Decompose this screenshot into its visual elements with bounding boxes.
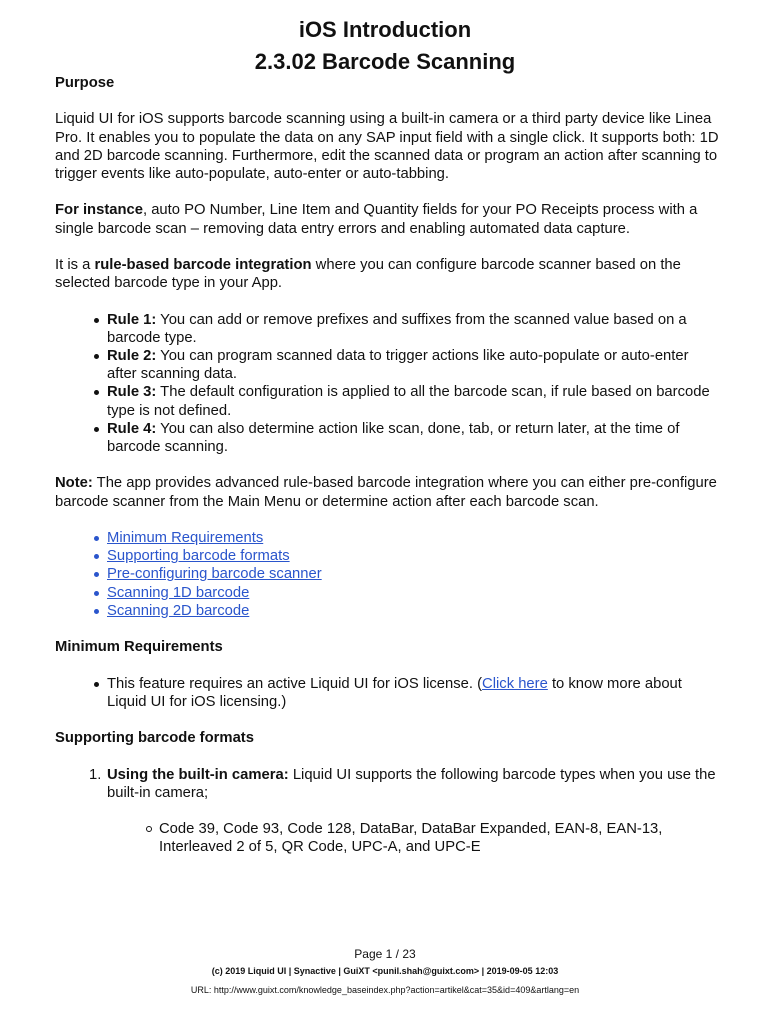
toc-link-preconfiguring[interactable]: Pre-configuring barcode scanner — [107, 566, 322, 583]
toc-item — [107, 584, 720, 602]
min-req-item — [107, 675, 720, 711]
toc-item — [107, 547, 720, 565]
formats-item-text: Liquid UI supports the following barcode types when you use the built-in camera; — [107, 766, 716, 801]
document-body — [55, 74, 720, 857]
min-req-text-start: This feature requires an active Liquid UI for iOS license. ( — [107, 675, 483, 692]
toc-item — [107, 602, 720, 620]
example-label: For instance — [55, 202, 143, 219]
min-req-text-end: to know more about Liquid UI for iOS licensing.) — [107, 675, 682, 710]
formats-item-label: Using the built-in camera: — [107, 766, 289, 783]
rule-text: You can add or remove prefixes and suffixes from the scanned value based on a barcode type. — [107, 311, 687, 346]
page-subtitle: 2.3.02 Barcode Scanning — [254, 49, 516, 74]
example-text: , auto PO Number, Line Item and Quantity fields for your PO Receipts process with a single barcode scan – removing data entry errors and enabling automated data capture. — [55, 202, 698, 237]
rule-label: Rule 1: — [107, 311, 157, 328]
rules-list — [55, 311, 720, 457]
list-number: 1. — [89, 766, 102, 783]
note-label: Note: — [55, 475, 93, 492]
rule-intro-rest: where you can configure barcode scanner based on the selected barcode type in your App. — [55, 256, 681, 292]
note-text: The app provides advanced rule-based barcode integration where you can either pre-configure barcode scanner from the Main Menu or determine action after each barcode scan. — [55, 475, 717, 510]
toc-link-scanning-1d[interactable]: Scanning 1D barcode — [107, 584, 250, 601]
footer-url: URL: http://www.guixt.com/knowledge_baseindex.php?action=artikel&cat=35&id=409&artlang=en — [190, 985, 580, 995]
rule-text: The default configuration is applied to all the barcode scan, if rule based on barcode type is not defined. — [107, 384, 710, 419]
rule-item — [107, 383, 720, 419]
toc-link-minimum-requirements[interactable]: Minimum Requirements — [107, 529, 264, 546]
table-of-contents — [55, 529, 720, 620]
rule-text: You can program scanned data to trigger actions like auto-populate or auto-enter after scanning data. — [107, 347, 689, 383]
min-req-list — [55, 675, 720, 711]
rule-label: Rule 4: — [107, 420, 157, 437]
intro-paragraph: Liquid UI for iOS supports barcode scanning using a built-in camera or a third party device like Linea Pro. It enables you to populate the data on any SAP input field with a single click. It supports both: 1D and 2D barcode scanning. Furthermore, edit the scanned data or program an action after scanning to trigger events like auto-populate, auto-enter or auto-tabbing. — [55, 111, 719, 182]
note-paragraph — [55, 474, 720, 510]
rule-item — [107, 347, 720, 383]
license-link[interactable]: Click here — [482, 675, 548, 692]
rule-intro-paragraph — [55, 256, 720, 292]
toc-item — [107, 565, 720, 583]
formats-heading: Supporting barcode formats — [55, 730, 254, 747]
rule-label: Rule 2: — [107, 347, 157, 364]
rule-intro-bold: rule-based barcode integration — [94, 256, 312, 273]
toc-link-scanning-2d[interactable]: Scanning 2D barcode — [107, 602, 250, 619]
rule-intro-start: It is a — [55, 256, 95, 273]
formats-list — [55, 766, 720, 802]
rule-item — [107, 420, 720, 456]
rule-label: Rule 3: — [107, 384, 157, 401]
rule-text: You can also determine action like scan, done, tab, or return later, at the time of barcode scanning. — [107, 420, 680, 455]
footer-copyright: (c) 2019 Liquid UI | Synactive | GuiXT <punil.shah@guixt.com> | 2019-09-05 12:03 — [211, 966, 559, 976]
page-title: iOS Introduction — [298, 17, 472, 42]
formats-item — [89, 766, 720, 802]
page-number: Page 1 / 23 — [354, 947, 416, 961]
purpose-heading: Purpose — [55, 75, 115, 91]
toc-item — [107, 529, 720, 547]
barcode-types-item: Code 39, Code 93, Code 128, DataBar, DataBar Expanded, EAN-8, EAN-13, Interleaved 2 of 5, QR Code, UPC-A, and UPC-E — [159, 820, 720, 856]
min-req-heading: Minimum Requirements — [55, 639, 223, 656]
example-paragraph — [55, 201, 720, 237]
rule-item — [107, 311, 720, 347]
barcode-types-list — [55, 820, 720, 856]
toc-link-supporting-formats[interactable]: Supporting barcode formats — [107, 548, 290, 565]
